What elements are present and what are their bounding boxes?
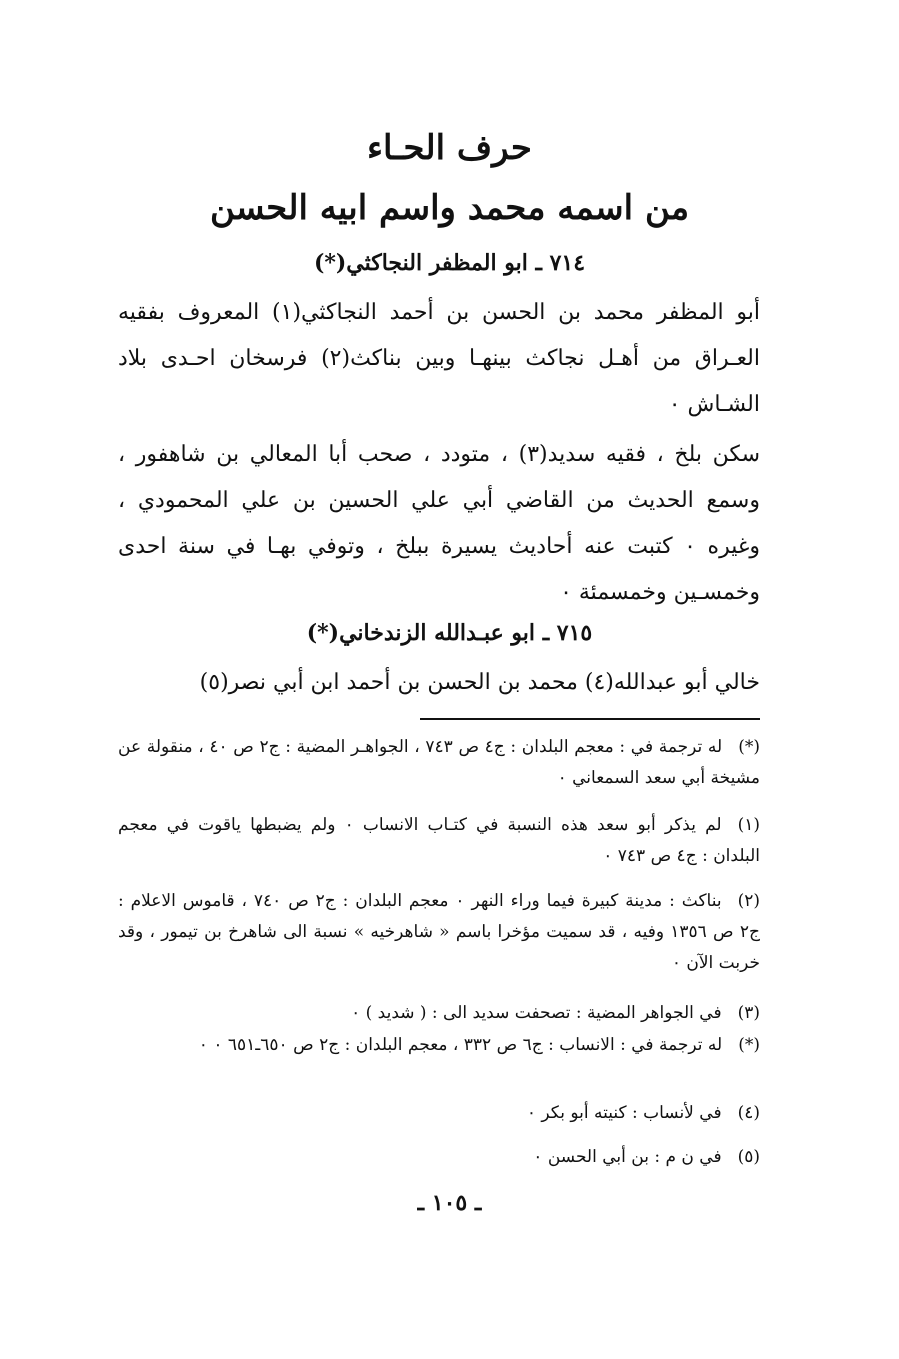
- entry-714-paragraph-1: أبو المظفر محمد بن الحسن بن أحمد النجاكثي(١) المعروف بفقيه العـراق من أهـل نجاكث بينهـا وبين بناكث(٢) فرسخان احـدى بلاد الشـاش ٠: [118, 300, 761, 417]
- footnote: [118, 886, 760, 979]
- footnote-text: له ترجمة في : معجم البلدان : ج٤ ص ٧٤٣ ، الجواهـر المضية : ج٢ ص ٤٠ ، منقولة عن مشيخة أبي سعد السمعاني ٠: [118, 737, 760, 788]
- footnote-number: (٤): [737, 1103, 760, 1123]
- footnote-text: له ترجمة في : الانساب : ج٦ ص ٣٣٢ ، معجم البلدان : ج٢ ص ٦٥٠ـ٦٥١ ٠ ٠: [198, 1035, 723, 1055]
- entry-heading-714: ٧١٤ ـ ابو المظفر النجاكثي(*): [313, 250, 586, 276]
- footnote-text: في لأنساب : كنيته أبو بكر ٠: [526, 1103, 722, 1123]
- footnote: [118, 1030, 760, 1061]
- entry-714-paragraph-2: سكن بلخ ، فقيه سديد(٣) ، متودد ، صحب أبا المعالي بن شاهفور ، وسمع الحديث من القاضي أبي علي الحسين بن علي المحمودي ، وغيره ٠ كتبت عنه أحاديث يسيرة ببلخ ، وتوفي بهـا في سنة احدى وخمسـين وخمسمئة ٠: [118, 442, 761, 605]
- section-title: من اسمه محمد واسم ابيه الحسن: [209, 188, 690, 228]
- chapter-title: حرف الحـاء: [367, 128, 532, 168]
- footnote-text: لم يذكر أبو سعد هذه النسبة في كتـاب الانساب ٠ ولم يضبطها ياقوت في معجم البلدان : ج٤ ص ٧٤٣ ٠: [118, 815, 760, 866]
- footnote-text: بناكث : مدينة كبيرة فيما وراء النهر ٠ معجم البلدان : ج٢ ص ٧٤٠ ، قاموس الاعلام : ج٢ ص ١٣٥٦ وفيه ، قد سميت مؤخرا باسم « شاهرخيه » نسبة الى شاهرخ بن تيمور ، وقد خربت الآن ٠: [118, 891, 760, 973]
- footnote: [118, 1142, 760, 1173]
- footnote-number: (٥): [737, 1147, 760, 1167]
- footnote-text: في الجواهر المضية : تصحفت سديد الى : ( شديد ) ٠: [351, 1003, 722, 1023]
- footnote: [118, 732, 760, 794]
- footnote-number: (*): [738, 1035, 760, 1055]
- footnote-divider: [420, 718, 760, 720]
- entry-heading-715: ٧١٥ ـ ابو عبـدالله الزندخاني(*): [306, 620, 593, 646]
- footnote-number: (٣): [737, 1003, 760, 1023]
- footnote: [118, 810, 760, 872]
- entry-715-paragraph-1: خالي أبو عبدالله(٤) محمد بن الحسن بن أحمد ابن أبي نصر(٥): [199, 670, 760, 695]
- footnote-number: (*): [738, 737, 760, 757]
- footnote: [118, 998, 760, 1029]
- footnote-number: (١): [737, 815, 760, 835]
- footnote-number: (٢): [737, 891, 760, 911]
- footnote: [118, 1098, 760, 1129]
- page-number: ـ ١٠٥ ـ: [417, 1190, 482, 1216]
- footnote-text: في ن م : بن أبي الحسن ٠: [533, 1147, 722, 1167]
